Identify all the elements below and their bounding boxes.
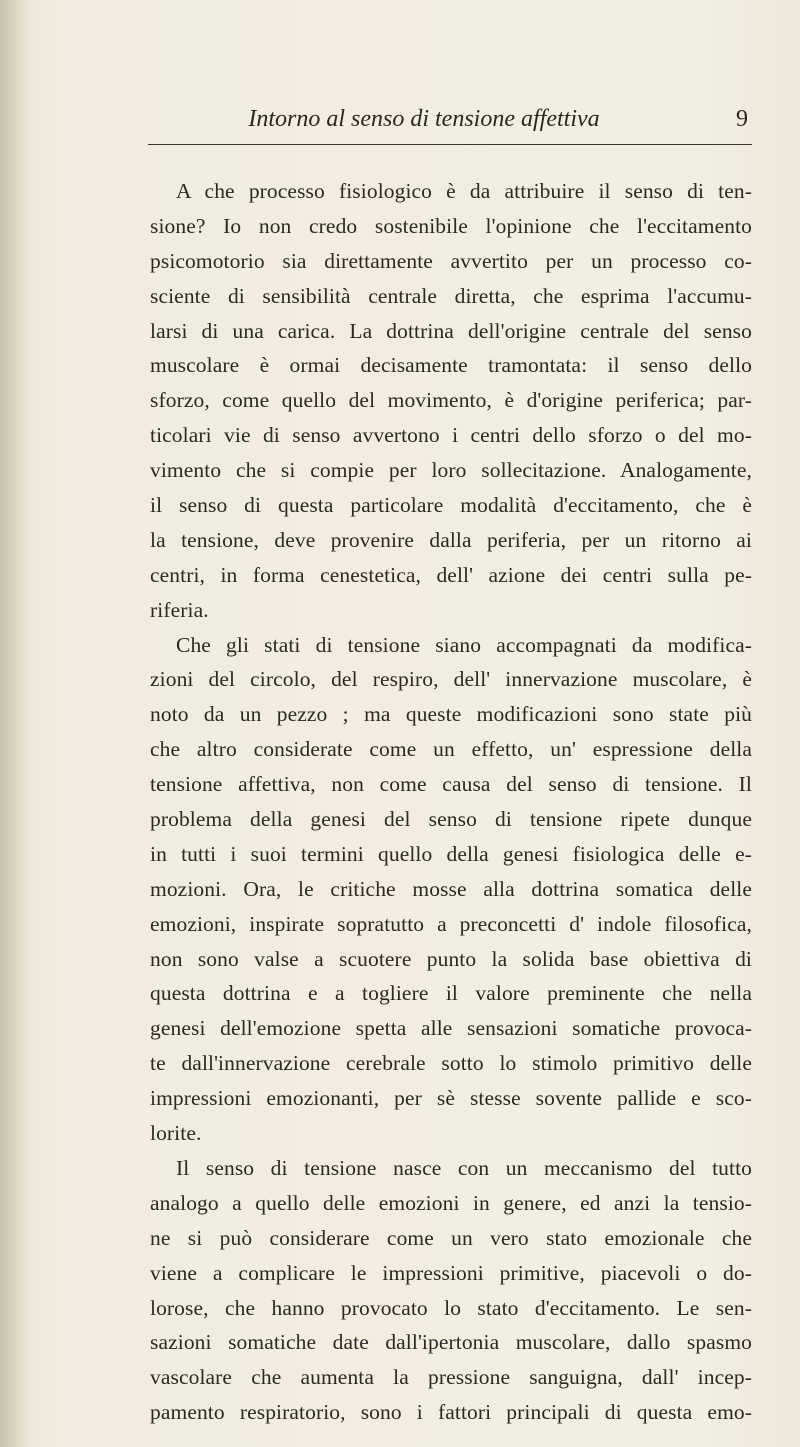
text-line: centri, in forma cenestetica, dell' azione dei centri sulla pe-	[150, 562, 752, 587]
text-line: sforzo, come quello del movimento, è d'origine periferica; par-	[150, 388, 752, 413]
page-number: 9	[736, 106, 748, 132]
text-line: Che gli stati di tensione siano accompagnati da modifica-	[176, 632, 752, 657]
text-line: te dall'innervazione cerebrale sotto lo stimolo primitivo delle	[150, 1051, 752, 1076]
text-line: lorite.	[150, 1121, 202, 1146]
text-line: che altro considerate come un effetto, un' espressione della	[150, 737, 752, 762]
text-line: vascolare che aumenta la pressione sanguigna, dall' incep-	[150, 1365, 752, 1390]
text-line: il senso di questa particolare modalità d'eccitamento, che è	[150, 493, 752, 518]
text-line: genesi dell'emozione spetta alle sensazioni somatiche provoca-	[150, 1016, 752, 1041]
spine-shadow	[0, 0, 30, 1447]
text-line: problema della genesi del senso di tensione ripete dunque	[150, 807, 752, 832]
text-line: noto da un pezzo ; ma queste modificazioni sono state più	[150, 702, 752, 727]
text-line: in tutti i suoi termini quello della genesi fisiologica delle e-	[150, 841, 752, 866]
text-line: ticolari vie di senso avvertono i centri dello sforzo o del mo-	[150, 423, 752, 448]
text-line: A che processo fisiologico è da attribuire il senso di ten-	[176, 179, 752, 203]
text-line: non sono valse a scuotere punto la solida base obiettiva di	[150, 946, 752, 971]
text-line: emozioni, inspirate sopratutto a preconcetti d' indole filosofica,	[150, 911, 752, 936]
page-header	[100, 104, 748, 140]
header-rule	[148, 144, 752, 145]
text-line: tensione affettiva, non come causa del senso di tensione. Il	[150, 772, 752, 797]
text-line: sazioni somatiche date dall'ipertonia muscolare, dallo spasmo	[150, 1330, 752, 1355]
text-line: la tensione, deve provenire dalla periferia, per un ritorno ai	[150, 527, 752, 552]
text-line: mozioni. Ora, le critiche mosse alla dottrina somatica delle	[150, 876, 752, 901]
text-line: pamento respiratorio, sono i fattori principali di questa emo-	[150, 1400, 752, 1425]
text-line: Il senso di tensione nasce con un meccanismo del tutto	[176, 1155, 752, 1180]
text-line: ne si può considerare come un vero stato emozionale che	[150, 1225, 752, 1250]
text-line: vimento che si compie per loro sollecitazione. Analogamente,	[150, 458, 752, 483]
text-line: larsi di una carica. La dottrina dell'origine centrale del senso	[150, 318, 752, 343]
text-line: questa dottrina e a togliere il valore preminente che nella	[150, 981, 752, 1006]
text-line: psicomotorio sia direttamente avvertito per un processo co-	[150, 248, 752, 273]
body-text	[150, 174, 752, 1430]
text-line: lorose, che hanno provocato lo stato d'eccitamento. Le sen-	[150, 1295, 752, 1320]
text-line: muscolare è ormai decisamente tramontata: il senso dello	[150, 353, 752, 378]
running-title: Intorno al senso di tensione affettiva	[248, 106, 600, 132]
text-line: viene a complicare le impressioni primitive, piacevoli o do-	[150, 1260, 752, 1285]
text-line: analogo a quello delle emozioni in genere, ed anzi la tensio-	[150, 1190, 752, 1215]
text-line: sciente di sensibilità centrale diretta, che esprima l'accumu-	[150, 283, 752, 308]
text-line: impressioni emozionanti, per sè stesse sovente pallide e sco-	[150, 1086, 752, 1111]
text-line: riferia.	[150, 597, 209, 622]
text-line: zioni del circolo, del respiro, dell' innervazione muscolare, è	[150, 667, 752, 692]
text-line: sione? Io non credo sostenibile l'opinione che l'eccitamento	[150, 213, 752, 238]
